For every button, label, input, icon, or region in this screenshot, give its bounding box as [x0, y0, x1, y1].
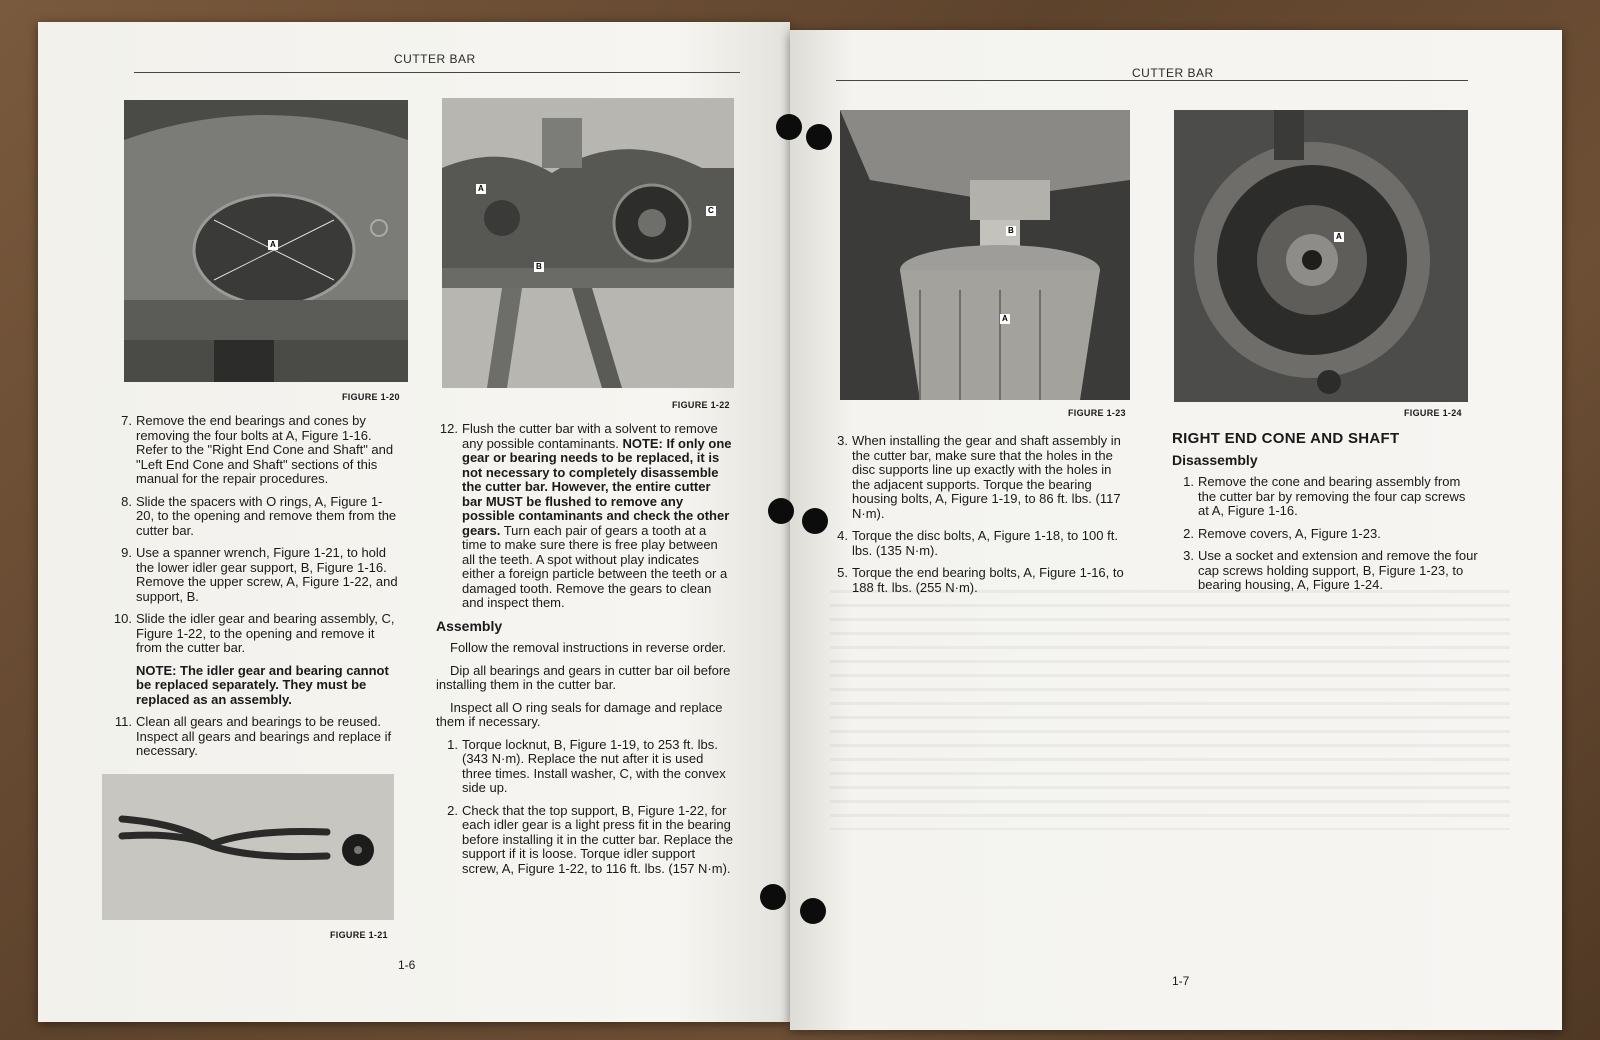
- disassembly-step-1-text: Remove the cone and bearing assembly from the cutter bar by removing the four cap screws at A, Figure 1-16.: [1198, 474, 1466, 518]
- left-page: [38, 22, 790, 1022]
- figure-1-23-photo: [840, 110, 1130, 400]
- running-head: CUTTER BAR: [1132, 66, 1214, 80]
- left-column-1: [110, 414, 400, 767]
- page-number: 1-6: [398, 958, 416, 972]
- step-7: 7. Remove the end bearings and cones by removing the four bolts at A, Figure 1-16. Refer to the "Right End Cone and Shaft" and "Left End Cone and Shaft" sections of this manual for the repair procedures.: [121, 413, 394, 486]
- assembly-heading: Assembly: [436, 617, 503, 634]
- assembly-step-1: 1. Torque locknut, B, Figure 1-19, to 253 ft. lbs. (343 N·m). Replace the nut after it is used three times. Install washer, C, with the convex side up.: [447, 736, 726, 795]
- page-number: 1-7: [1172, 974, 1190, 988]
- step-9: 9. Use a spanner wrench, Figure 1-21, to hold the lower idler gear support, B, Figure 1-16. Remove the upper screw, A, Figure 1-22, and support, B.: [121, 545, 398, 604]
- step-11-text: Clean all gears and bearings to be reused. Inspect all gears and bearings and replace if necessary.: [136, 714, 392, 758]
- right-column-2: [1172, 432, 1478, 601]
- step-8: 8. Slide the spacers with O rings, A, Figure 1-20, to the opening and remove them from the cutter bar.: [121, 493, 397, 538]
- step-12-note: NOTE: If only one gear or bearing needs to be replaced, it is not necessary to completely disassemble the cutter bar. However, the entire cutter bar MUST be flushed to remove any possible contaminants and check the other gears.: [462, 435, 732, 538]
- disassembly-heading: Disassembly: [1172, 451, 1258, 468]
- step-4-text: Torque the disc bolts, A, Figure 1-18, to 100 ft. lbs. (135 N·m).: [852, 528, 1118, 558]
- note-idler-gear: NOTE: The idler gear and bearing cannot be replaced separately. They must be replaced as an assembly.: [136, 662, 389, 707]
- step-10: 10. Slide the idler gear and bearing assembly, C, Figure 1-22, to the opening and remove it from the cutter bar.: [113, 611, 395, 655]
- step-8-text: Slide the spacers with O rings, A, Figure 1-20, to the opening and remove them from the cutter bar.: [136, 493, 397, 538]
- callout-a: A: [1002, 314, 1008, 323]
- step-10-text: Slide the idler gear and bearing assembly, C, Figure 1-22, to the opening and remove it from the cutter bar.: [136, 611, 395, 655]
- assembly-para-3: Inspect all O ring seals for damage and replace them if necessary.: [436, 699, 723, 729]
- step-5-text: Torque the end bearing bolts, A, Figure 1-16, to 188 ft. lbs. (255 N·m).: [852, 565, 1124, 595]
- callout-a: A: [478, 184, 484, 193]
- right-column-1: [826, 434, 1132, 603]
- bleed-through-text: [830, 590, 1510, 830]
- assembly-para-2: Dip all bearings and gears in cutter bar oil before installing them in the cutter bar.: [436, 662, 731, 692]
- header-rule: [836, 80, 1468, 81]
- step-7-text: Remove the end bearings and cones by removing the four bolts at A, Figure 1-16. Refer to the "Right End Cone and Shaft" and "Left End Cone and Shaft" sections of this manual for the repair procedures.: [136, 413, 394, 486]
- figure-1-24-photo: [1174, 110, 1468, 402]
- figure-1-23-caption: FIGURE 1-23: [1068, 408, 1126, 418]
- step-5: 5. Torque the end bearing bolts, A, Figure 1-16, to 188 ft. lbs. (255 N·m).: [837, 565, 1124, 595]
- callout-b: B: [536, 262, 542, 271]
- right-end-cone-image: [1174, 110, 1468, 402]
- assembly-step-2: 2. Check that the top support, B, Figure 1-22, for each idler gear is a light press fit in the bearing before installing it in the cutter bar. Replace the support if it is loose. Torque idler support screw, A, Figure 1-22, to 116 ft. lbs. (157 N·m).: [447, 802, 733, 876]
- header-rule: [134, 72, 740, 73]
- binder-hole: [802, 508, 828, 534]
- figure-1-24-caption: FIGURE 1-24: [1404, 408, 1462, 418]
- binder-hole: [806, 124, 832, 150]
- figure-1-20-photo: [124, 100, 408, 382]
- callout-a: A: [270, 240, 276, 249]
- step-12-text-b: Turn each pair of gears a tooth at a time to make sure there is free play between all the teeth. A spot without play indicates either a foreign particle between the teeth or a damaged tooth. Remove the gears to clean and inspect them.: [462, 522, 728, 610]
- step-9-text: Use a spanner wrench, Figure 1-21, to hold the lower idler gear support, B, Figure 1-16. Remove the upper screw, A, Figure 1-22, and support, B.: [136, 545, 398, 604]
- callout-a: A: [1336, 232, 1342, 241]
- binder-hole: [760, 884, 786, 910]
- disassembly-step-2: 2. Remove covers, A, Figure 1-23.: [1183, 525, 1381, 541]
- right-page: [790, 30, 1562, 1030]
- bearing-housing-image: [840, 110, 1130, 400]
- step-4: 4. Torque the disc bolts, A, Figure 1-18, to 100 ft. lbs. (135 N·m).: [837, 528, 1118, 558]
- binder-hole: [768, 498, 794, 524]
- section-heading: RIGHT END CONE AND SHAFT: [1172, 430, 1400, 447]
- binder-hole: [800, 898, 826, 924]
- left-column-2: [436, 422, 734, 884]
- cutter-bar-housing-image: [124, 100, 408, 382]
- binder-hole: [776, 114, 802, 140]
- callout-c: C: [708, 206, 714, 215]
- idler-gear-image: [442, 98, 734, 388]
- assembly-step-2-text: Check that the top support, B, Figure 1-22, for each idler gear is a light press fit in the bearing before installing it in the cutter bar. Replace the support if it is loose. Torque idler support screw, A, Figure 1-22, to 116 ft. lbs. (157 N·m).: [462, 802, 733, 876]
- figure-1-22-caption: FIGURE 1-22: [672, 400, 730, 410]
- running-head: CUTTER BAR: [394, 52, 476, 66]
- disassembly-step-3: 3. Use a socket and extension and remove the four cap screws holding support, B, Figure 1-23, to bearing housing, A, Figure 1-24.: [1183, 548, 1478, 592]
- step-3: 3. When installing the gear and shaft assembly in the cutter bar, make sure that the holes in the disc supports line up exactly with the holes in the adjacent supports. Torque the bearing housing bolts, A, Figure 1-19, to 86 ft. lbs. (117 N·m).: [837, 433, 1121, 521]
- figure-1-21-photo: [102, 774, 394, 920]
- step-3-text: When installing the gear and shaft assembly in the cutter bar, make sure that the holes in the disc supports line up exactly with the holes in the adjacent supports. Torque the bearing housing bolts, A, Figure 1-19, to 86 ft. lbs. (117 N·m).: [852, 433, 1121, 521]
- step-12: 12. Flush the cutter bar with a solvent to remove any possible contaminants. NOTE: If only one gear or bearing needs to be replaced, it is not necessary to completely disassemble the cutter bar. However, the entire cutter bar MUST be flushed to remove any possible contaminants and check the other gears. Turn each pair of gears a tooth at a time to make sure there is free play between all the teeth. A spot without play indicates either a foreign particle between the teeth or a damaged tooth. Remove the gears to clean and inspect them.: [439, 421, 732, 610]
- assembly-para-1: Follow the removal instructions in reverse order.: [450, 640, 727, 655]
- callout-b: B: [1008, 226, 1014, 235]
- figure-1-20-caption: FIGURE 1-20: [342, 392, 400, 402]
- assembly-step-1-text: Torque locknut, B, Figure 1-19, to 253 ft. lbs. (343 N·m). Replace the nut after it is used three times. Install washer, C, with the convex side up.: [462, 736, 726, 795]
- spanner-wrench-image: [102, 774, 394, 920]
- figure-1-21-caption: FIGURE 1-21: [330, 930, 388, 940]
- step-12-text-a: Flush the cutter bar with a solvent to remove any possible contaminants.: [462, 421, 718, 451]
- disassembly-step-1: 1. Remove the cone and bearing assembly from the cutter bar by removing the four cap screws at A, Figure 1-16.: [1183, 474, 1466, 518]
- disassembly-step-3-text: Use a socket and extension and remove the four cap screws holding support, B, Figure 1-23, to bearing housing, A, Figure 1-24.: [1198, 548, 1478, 592]
- step-11: 11. Clean all gears and bearings to be reused. Inspect all gears and bearings and replace if necessary.: [114, 714, 392, 758]
- disassembly-step-2-text: Remove covers, A, Figure 1-23.: [1198, 525, 1381, 541]
- figure-1-22-photo: [442, 98, 734, 388]
